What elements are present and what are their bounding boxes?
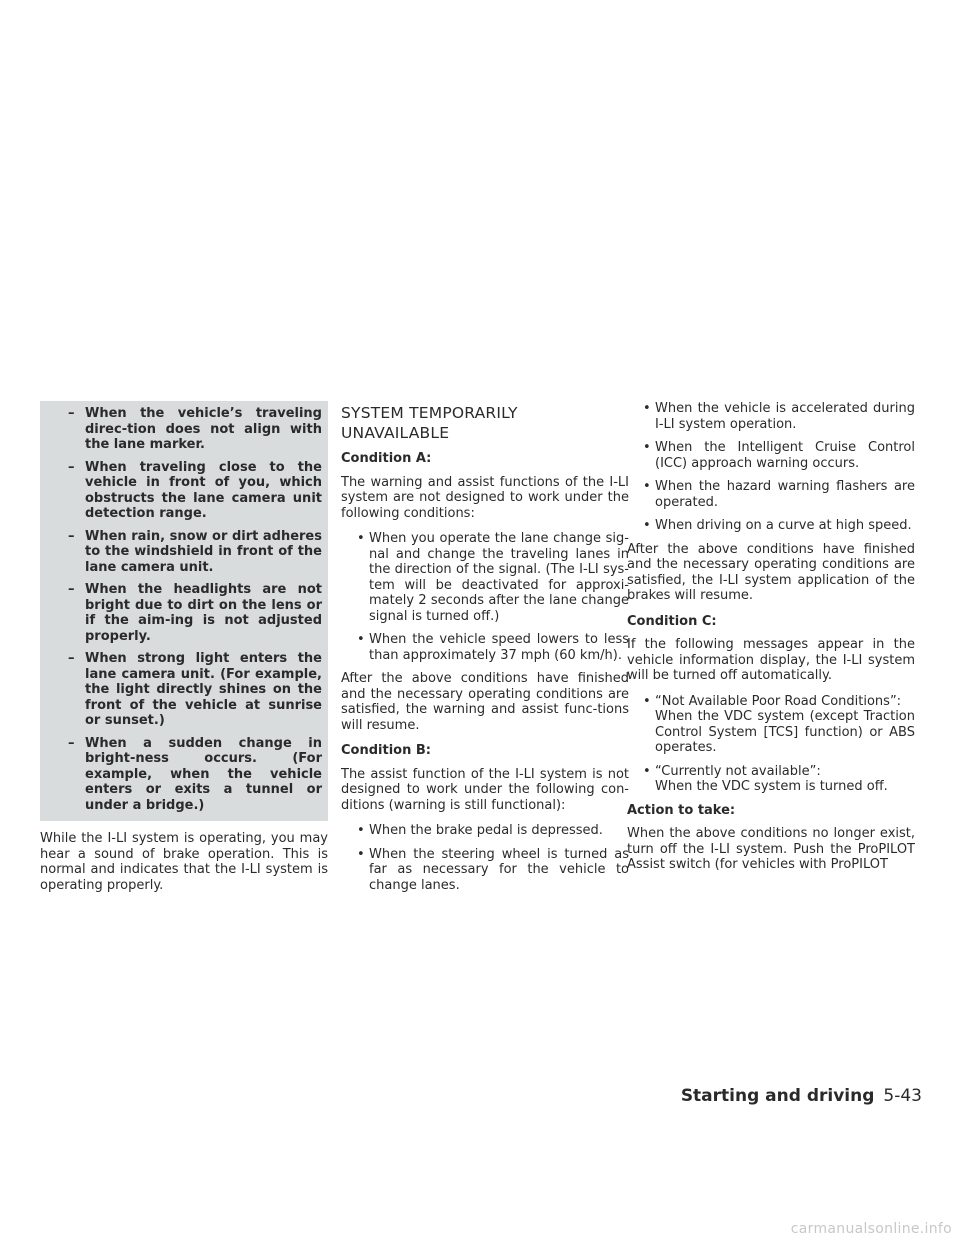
list-item bbox=[627, 694, 915, 756]
condition-c-text: If the following messages appear in the vehicle information display, the I-LI system will be turned off automatically. bbox=[627, 637, 915, 683]
brake-sound-paragraph: While the I-LI system is operating, you may hear a sound of brake operation. This is normal and indicates that the I-LI system is operating properly. bbox=[40, 831, 328, 893]
warning-item: – When traveling close to the vehicle in front of you, which obstructs the lane camera unit detection range. bbox=[68, 459, 322, 521]
footer-section-title: Starting and driving bbox=[680, 1086, 875, 1106]
bullet-glyph: • bbox=[643, 440, 651, 455]
message-description: When the VDC system is turned off. bbox=[655, 779, 888, 794]
dash-glyph: – bbox=[68, 528, 75, 544]
brakes-resume-paragraph: After the above conditions have finished and the necessary operating conditions are satisfied, the I-LI system application of the brakes will resume. bbox=[627, 541, 915, 603]
bullet-glyph: • bbox=[643, 693, 651, 709]
action-label: Action to take: bbox=[627, 802, 736, 818]
page-footer bbox=[681, 1085, 922, 1107]
list-item: • When the brake pedal is depressed. bbox=[357, 823, 603, 838]
resume-paragraph: After the above conditions have finished and the necessary operating conditions are satisfied, the warning and assist func-tions will resume. bbox=[341, 671, 629, 733]
message-description: When the VDC system (except Traction Control System [TCS] function) or ABS operates. bbox=[655, 709, 915, 755]
list-item: • When the vehicle is accelerated during I-LI system operation. bbox=[643, 401, 915, 432]
message-name: “Not Available Poor Road Conditions”: bbox=[655, 693, 902, 709]
message-name: “Currently not available”: bbox=[655, 763, 821, 779]
bullet-glyph: • bbox=[643, 763, 651, 779]
column-middle bbox=[341, 401, 629, 901]
list-item: • When you operate the lane change sig-nal and change the traveling lanes in the direction of the signal. (The I-LI sys-tem will be deactivated for approxi-mately 2 seconds after the lane change signal is turned off.) bbox=[357, 531, 629, 624]
dash-glyph: – bbox=[68, 651, 75, 666]
dash-glyph: – bbox=[68, 459, 75, 475]
page-number: 5-43 bbox=[883, 1086, 922, 1106]
dash-glyph: – bbox=[68, 582, 75, 597]
bullet-glyph: • bbox=[643, 518, 651, 533]
warning-item: – When strong light enters the lane camera unit. (For example, the light directly shines on the front of the vehicle at sunrise or sunset.) bbox=[68, 651, 322, 728]
list-item: • When the vehicle speed lowers to less than approximately 37 mph (60 km/h). bbox=[357, 632, 629, 663]
bullet-glyph: • bbox=[643, 479, 651, 494]
bullet-glyph: • bbox=[357, 531, 365, 546]
dash-glyph: – bbox=[68, 735, 75, 751]
warning-item: – When rain, snow or dirt adheres to the windshield in front of the lane camera unit. bbox=[68, 528, 322, 575]
dash-glyph: – bbox=[68, 406, 75, 421]
column-left bbox=[40, 401, 328, 903]
condition-b-label: Condition B: bbox=[341, 743, 431, 758]
list-item bbox=[627, 764, 915, 795]
list-item: • When driving on a curve at high speed. bbox=[643, 518, 912, 533]
bullet-glyph: • bbox=[357, 632, 365, 647]
condition-c-label: Condition C: bbox=[627, 613, 717, 629]
section-title: SYSTEM TEMPORARILY UNAVAILABLE bbox=[341, 404, 518, 442]
list-item: • When the Intelligent Cruise Control (ICC) approach warning occurs. bbox=[643, 440, 915, 471]
condition-b-text: The assist function of the I-LI system is not designed to work under the following con-ditions (warning is still functional): bbox=[341, 766, 629, 813]
warning-item: – When the vehicle’s traveling direc-tion does not align with the lane marker. bbox=[68, 406, 322, 452]
warning-box bbox=[40, 401, 328, 821]
bullet-glyph: • bbox=[643, 401, 651, 416]
bullet-glyph: • bbox=[357, 823, 365, 838]
watermark-text: carmanualsonline.info bbox=[790, 1220, 952, 1237]
warning-item: – When the headlights are not bright due to dirt on the lens or if the aim-ing is not adjusted properly. bbox=[68, 582, 322, 644]
list-item: • When the hazard warning flashers are operated. bbox=[643, 479, 915, 510]
warning-item: – When a sudden change in bright-ness occurs. (For example, when the vehicle enters or exits a tunnel or under a bridge.) bbox=[68, 735, 322, 813]
condition-a-label: Condition A: bbox=[341, 451, 432, 466]
column-right bbox=[627, 401, 915, 883]
bullet-glyph: • bbox=[357, 846, 365, 862]
list-item: • When the steering wheel is turned as far as necessary for the vehicle to change lanes. bbox=[357, 846, 629, 893]
condition-a-text: The warning and assist functions of the I-LI system are not designed to work under the following conditions: bbox=[341, 474, 629, 521]
action-text: When the above conditions no longer exist, turn off the I-LI system. Push the ProPILOT Assist switch (for vehicles with ProPILOT bbox=[627, 826, 915, 872]
